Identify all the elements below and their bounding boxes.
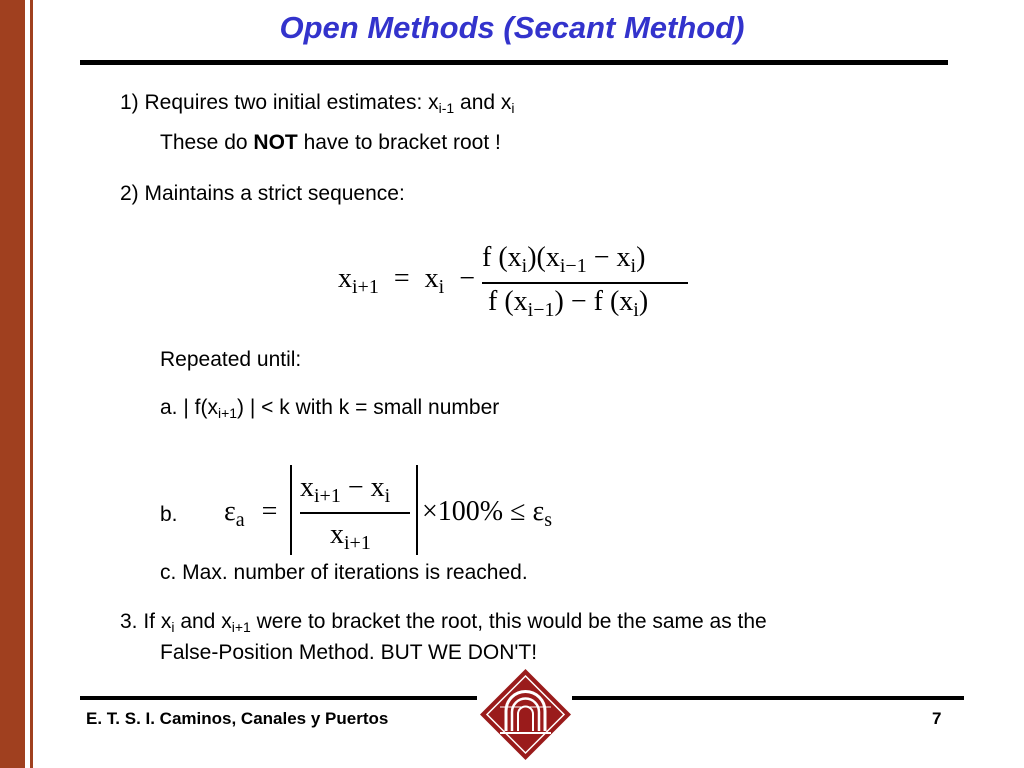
item-3: 3. If $x_i$ and $x_{i+1}$ were to bracket the root, this would be the same as the: [120, 610, 767, 635]
item-3-line2: False-Position Method. BUT WE DON'T!: [160, 641, 538, 664]
footer-rule-right: [572, 696, 964, 700]
footer-rule-left: [80, 696, 477, 700]
item-1: 1) Requires two initial estimates: $x_{i-1}$ and $x_i$: [120, 91, 515, 116]
footer-org: E. T. S. I. Caminos, Canales y Puertos: [86, 709, 389, 728]
item-1-note: These do NOT have to bracket root !: [160, 131, 501, 154]
slide-title: Open Methods (Secant Method): [279, 10, 745, 45]
page-number: 7: [932, 709, 942, 728]
left-accent-line: [30, 0, 33, 768]
title-rule: [80, 60, 948, 65]
school-logo: [478, 667, 573, 762]
criterion-c: c. Max. number of iterations is reached.: [160, 561, 528, 584]
left-accent-bar: [0, 0, 25, 768]
criterion-a: a. | $f(x_{i+1})$ | < k with k = small number: [160, 396, 500, 421]
repeated-until: Repeated until:: [160, 348, 302, 371]
item-2: 2) Maintains a strict sequence:: [120, 182, 405, 205]
criterion-b-label: b.: [160, 503, 178, 526]
